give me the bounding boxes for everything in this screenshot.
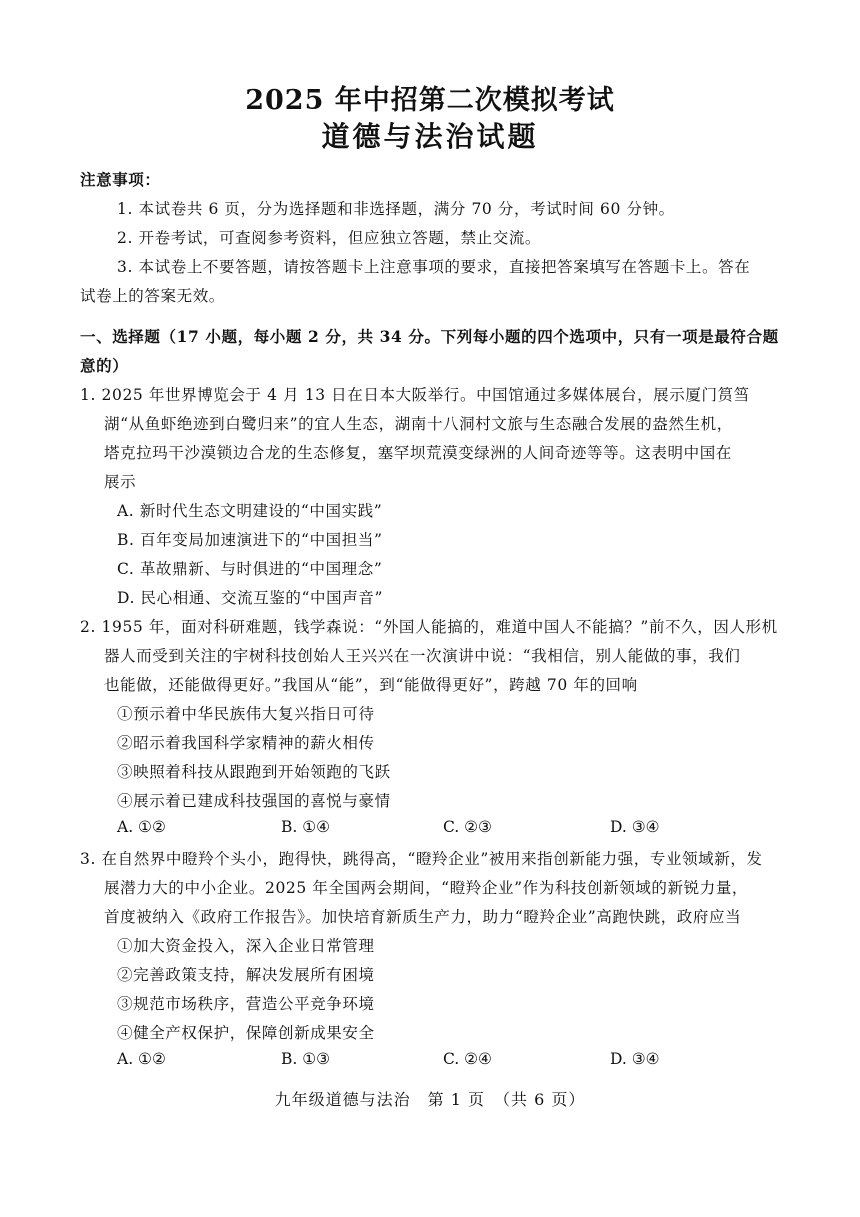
notice-heading: 注意事项： [80, 170, 161, 189]
q3-statement-2: ②完善政策支持，解决发展所有困境 [117, 966, 375, 984]
q3-option-b: B. ①③ [281, 1050, 331, 1068]
q2-statement-1: ①预示着中华民族伟大复兴指日可待 [117, 705, 375, 723]
q2-stem-line2: 器人而受到关注的宇树科技创始人王兴兴在一次演讲中说：“我相信，别人能做的事，我们 [104, 647, 741, 665]
q2-statement-4: ④展示着已建成科技强国的喜悦与豪情 [117, 792, 391, 810]
q2-statement-2: ②昭示着我国科学家精神的薪火相传 [117, 734, 375, 752]
section-heading: 一、选择题（17 小题，每小题 2 分，共 34 分。下列每小题的四个选项中，只有一项是最符合题 [80, 327, 779, 346]
q2-stem-line3: 也能做，还能做得更好。”我国从“能”，到“能做得更好”，跨越 70 年的回响 [104, 676, 638, 694]
q1-stem-line4: 展示 [104, 473, 137, 491]
q1-stem-line3: 塔克拉玛干沙漠锁边合龙的生态修复，塞罕坝荒漠变绿洲的人间奇迹等等。这表明中国在 [104, 444, 732, 462]
exam-subtitle: 道德与法治试题 [321, 120, 539, 153]
notice-item-2: 2. 开卷考试，可查阅参考资料，但应独立答题，禁止交流。 [117, 229, 542, 247]
q2-option-a: A. ①② [117, 818, 166, 836]
q3-option-a: A. ①② [117, 1050, 166, 1068]
q2-option-c: C. ②③ [443, 818, 492, 836]
q3-statement-1: ①加大资金投入，深入企业日常管理 [117, 937, 375, 955]
q3-stem-line1: 3. 在自然界中瞪羚个头小，跑得快，跳得高，“瞪羚企业”被用来指创新能力强，专业领域新，发 [80, 850, 763, 868]
q3-statement-4: ④健全产权保护，保障创新成果安全 [117, 1024, 375, 1042]
q1-stem-line2: 湖“从鱼虾绝迹到白鹭归来”的宜人生态，湖南十八洞村文旅与生态融合发展的盎然生机， [104, 415, 733, 433]
q2-statement-3: ③映照着科技从跟跑到开始领跑的飞跃 [117, 763, 391, 781]
q3-option-c: C. ②④ [443, 1050, 492, 1068]
q3-stem-line2: 展潜力大的中小企业。2025 年全国两会期间，“瞪羚企业”作为科技创新领域的新锐力量， [104, 879, 749, 897]
notice-item-3: 3. 本试卷上不要答题，请按答题卡上注意事项的要求，直接把答案填写在答题卡上。答在 [117, 258, 751, 276]
notice-item-1: 1. 本试卷共 6 页，分为选择题和非选择题，满分 70 分，考试时间 60 分钟。 [117, 200, 675, 218]
q1-option-b: B. 百年变局加速演进下的“中国担当” [117, 531, 383, 549]
q3-option-d: D. ③④ [610, 1050, 660, 1068]
q1-option-c: C. 革故鼎新、与时俱进的“中国理念” [117, 560, 383, 578]
section-heading-cont: 意的） [80, 356, 129, 375]
q2-stem-line1: 2. 1955 年，面对科研难题，钱学森说：“外国人能搞的，难道中国人不能搞？”前不久，因人形机 [80, 618, 778, 636]
q3-statement-3: ③规范市场秩序，营造公平竞争环境 [117, 995, 375, 1013]
q2-option-b: B. ①④ [281, 818, 331, 836]
q1-option-a: A. 新时代生态文明建设的“中国实践” [117, 502, 383, 520]
notice-item-3-cont: 试卷上的答案无效。 [80, 287, 225, 305]
q2-option-d: D. ③④ [610, 818, 660, 836]
exam-title: 2025 年中招第二次模拟考试 [245, 85, 615, 116]
q1-stem-line1: 1. 2025 年世界博览会于 4 月 13 日在日本大阪举行。中国馆通过多媒体展台，展示厦门筼筜 [80, 386, 750, 404]
q1-option-d: D. 民心相通、交流互鉴的“中国声音” [117, 589, 383, 607]
page-footer: 九年级道德与法治 第 1 页 （共 6 页） [274, 1090, 586, 1109]
q3-stem-line3: 首度被纳入《政府工作报告》。加快培育新质生产力，助力“瞪羚企业”高跑快跳，政府应当 [104, 908, 742, 926]
